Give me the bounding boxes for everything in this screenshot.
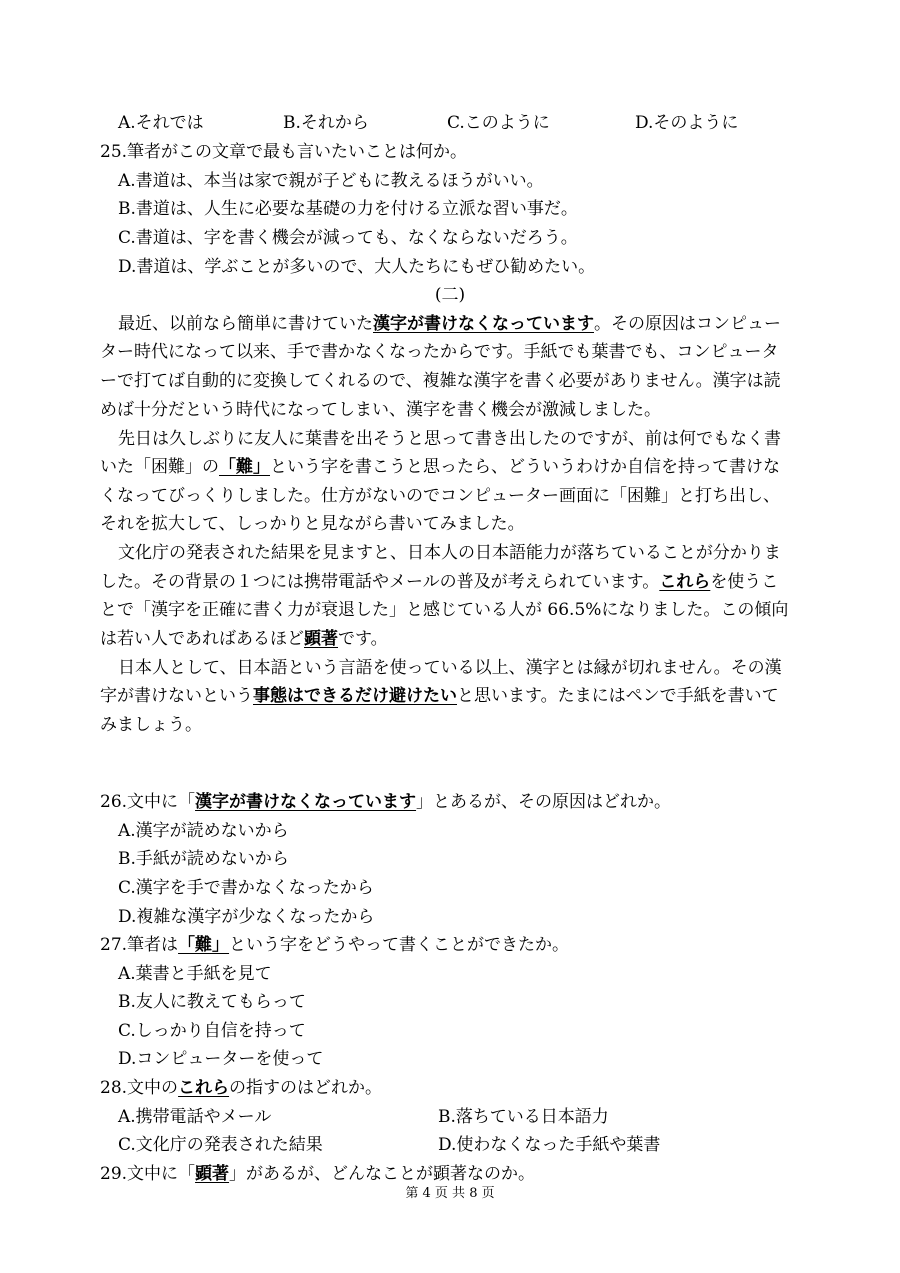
section-title: (二) bbox=[434, 285, 466, 305]
passage-p4-line2: 字が書けないという事態はできるだけ避けたいと思います。たまにはペンで手紙を書いて bbox=[100, 686, 779, 706]
passage-p3-line3: とで「漢字を正確に書く力が衰退した」と感じている人が 66.5%になりました。この傾向 bbox=[100, 600, 789, 620]
q28-option-d: D.使わなくなった手紙や葉書 bbox=[438, 1135, 661, 1155]
q24-option-d: D.そのように bbox=[635, 113, 739, 133]
q28-option-a: A.携帯電話やメール bbox=[118, 1107, 272, 1127]
q29-stem: 29.文中に「顕著」があるが、どんなことが顕著なのか。 bbox=[100, 1164, 536, 1184]
q28-stem: 28.文中のこれらの指すのはどれか。 bbox=[100, 1078, 383, 1098]
q26-option-b: B.手紙が読めないから bbox=[118, 849, 289, 869]
passage-p3-line2: した。その背景の１つには携帯電話やメールの普及が考えられています。これらを使うこ bbox=[100, 572, 779, 592]
underlined-phrase-korera: これら bbox=[659, 572, 711, 592]
page-footer: 第 4 页 共 8 页 bbox=[405, 1186, 495, 1201]
passage-p1-line1: 最近、以前なら簡単に書けていた漢字が書けなくなっています。その原因はコンピュー bbox=[118, 314, 781, 334]
passage-p3-line4: は若い人であればあるほど顕著です。 bbox=[100, 629, 388, 649]
q25-option-a: A.書道は、本当は家で親が子どもに教えるほうがいい。 bbox=[118, 171, 544, 191]
q27-option-d: D.コンピューターを使って bbox=[118, 1049, 324, 1069]
q28-option-b: B.落ちている日本語力 bbox=[438, 1107, 609, 1127]
q27-option-b: B.友人に教えてもらって bbox=[118, 992, 306, 1012]
underlined-phrase-kanji: 漢字が書けなくなっています bbox=[373, 314, 594, 334]
underlined-phrase-jitai: 事態はできるだけ避けたい bbox=[253, 686, 457, 706]
passage-p3-line1: 文化庁の発表された結果を見ますと、日本人の日本語能力が落ちていることが分かりま bbox=[118, 543, 781, 563]
q26-option-a: A.漢字が読めないから bbox=[118, 821, 289, 841]
q27-option-a: A.葉書と手紙を見て bbox=[118, 964, 272, 984]
q26-stem: 26.文中に「漢字が書けなくなっています」とあるが、その原因はどれか。 bbox=[100, 792, 672, 812]
passage-p1-line3: ーで打てば自動的に変換してくれるので、複雑な漢字を書く必要がありません。漢字は読 bbox=[100, 371, 781, 391]
q26-option-c: C.漢字を手で書かなくなったから bbox=[118, 878, 374, 898]
underlined-phrase-kencho: 顕著 bbox=[304, 629, 338, 649]
q26-option-d: D.複雑な漢字が少なくなったから bbox=[118, 907, 375, 927]
underlined-phrase-nan: 「難」 bbox=[219, 457, 270, 477]
passage-p2-line1: 先日は久しぶりに友人に葉書を出そうと思って書き出したのですが、前は何でもなく書 bbox=[118, 429, 781, 449]
q28-option-c: C.文化庁の発表された結果 bbox=[118, 1135, 323, 1155]
q27-option-c: C.しっかり自信を持って bbox=[118, 1021, 306, 1041]
passage-p2-line2: いた「困難」の「難」という字を書こうと思ったら、どういうわけか自信を持って書けな bbox=[100, 457, 780, 477]
q24-option-a: A.それでは bbox=[118, 113, 204, 133]
passage-p4-line1: 日本人として、日本語という言語を使っている以上、漢字とは縁が切れません。その漢 bbox=[118, 658, 782, 678]
passage-p2-line3: くなってびっくりしました。仕方がないのでコンピューター画面に「困難」と打ち出し、 bbox=[100, 486, 780, 506]
q25-option-d: D.書道は、学ぶことが多いので、大人たちにもぜひ勧めたい。 bbox=[118, 257, 596, 277]
passage-p1-line2: ター時代になって以来、手で書かなくなったからです。手紙でも葉書でも、コンピュータ bbox=[100, 342, 779, 362]
passage-p4-line3: みましょう。 bbox=[100, 715, 202, 735]
passage-p1-line4: めば十分だという時代になってしまい、漢字を書く機会が激減しました。 bbox=[100, 400, 661, 420]
q24-option-b: B.それから bbox=[283, 113, 369, 133]
q25-option-c: C.書道は、字を書く機会が減っても、なくならないだろう。 bbox=[118, 228, 578, 248]
q24-option-c: C.このように bbox=[447, 113, 550, 133]
q25-stem: 25.筆者がこの文章で最も言いたいことは何か。 bbox=[100, 142, 468, 162]
q27-stem: 27.筆者は「難」という字をどうやって書くことができたか。 bbox=[100, 935, 570, 955]
q25-option-b: B.書道は、人生に必要な基礎の力を付ける立派な習い事だ。 bbox=[118, 199, 578, 219]
passage-p2-line4: それを拡大して、しっかりと見ながら書いてみました。 bbox=[100, 514, 525, 534]
